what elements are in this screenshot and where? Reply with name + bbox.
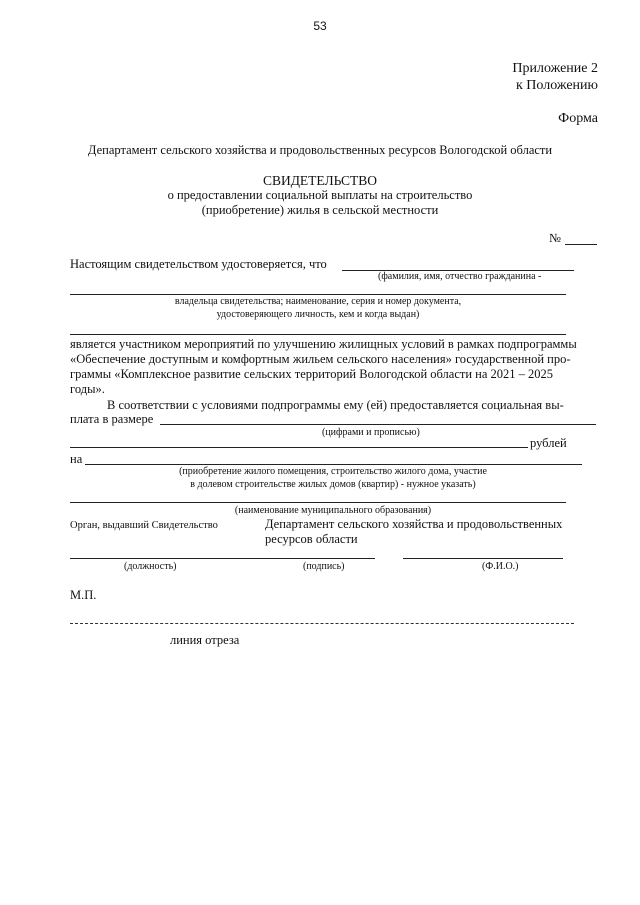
certificate-subtitle-2: (приобретение) жилья в сельской местности xyxy=(201,203,439,217)
page-number: 53 xyxy=(313,19,327,33)
participant-line-2: «Обеспечение доступным и комфортным жильем сельского населения» государственной про- xyxy=(70,352,571,366)
department-header: Департамент сельского хозяйства и продовольственных ресурсов Вологодской области xyxy=(87,143,553,157)
hint-purpose-2: в долевом строительстве жилых домов (квартир) - нужное указать) xyxy=(190,479,476,490)
hint-purpose-1: (приобретение жилого помещения, строительство жилого дома, участие xyxy=(179,466,487,477)
rubles-label: рублей xyxy=(530,436,567,450)
cut-line-label: линия отреза xyxy=(170,633,240,647)
number-field[interactable] xyxy=(565,244,597,245)
issuer-name-2: ресурсов области xyxy=(265,532,358,546)
form-label: Форма xyxy=(558,111,598,126)
owner-document-field[interactable] xyxy=(70,294,566,295)
hint-fio: (фамилия, имя, отчество гражданина - xyxy=(378,271,542,282)
accordance-line-2: плата в размере xyxy=(70,412,154,426)
accordance-line-1: В соответствии с условиями подпрограммы ему (ей) предоставляется социальная вы- xyxy=(107,398,564,412)
participant-line-1: является участником мероприятий по улучшению жилищных условий в рамках подпрограммы xyxy=(70,337,577,351)
cut-line xyxy=(70,623,574,624)
hint-position: (должность) xyxy=(124,561,177,572)
hint-fio-short: (Ф.И.О.) xyxy=(482,561,519,572)
hint-amount: (цифрами и прописью) xyxy=(322,427,420,438)
stamp-label: М.П. xyxy=(70,588,97,602)
on-label: на xyxy=(70,452,83,466)
municipality-field[interactable] xyxy=(70,502,566,503)
appendix-line-1: Приложение 2 xyxy=(512,61,598,76)
participant-line-3: граммы «Комплексное развитие сельских территорий Вологодской области на 2021 – 2025 xyxy=(70,367,554,381)
issuer-name-1: Департамент сельского хозяйства и продовольственных xyxy=(265,517,563,531)
purpose-field[interactable] xyxy=(85,464,582,465)
hint-signature: (подпись) xyxy=(303,561,345,572)
position-signature-line[interactable] xyxy=(70,558,375,559)
participant-line-4: годы». xyxy=(70,382,105,396)
certify-text: Настоящим свидетельством удостоверяется, что xyxy=(70,257,327,271)
certificate-subtitle-1: о предоставлении социальной выплаты на строительство xyxy=(167,188,473,202)
amount-field[interactable] xyxy=(160,424,596,425)
amount-words-field[interactable] xyxy=(70,447,528,448)
issuer-label: Орган, выдавший Свидетельство xyxy=(70,520,218,531)
hint-owner-1: владельца свидетельства; наименование, серия и номер документа, xyxy=(174,296,462,307)
certificate-title: СВИДЕТЕЛЬСТВО xyxy=(262,173,378,188)
appendix-line-2: к Положению xyxy=(515,78,598,93)
hint-municipality: (наименование муниципального образования) xyxy=(234,505,432,516)
fio-line[interactable] xyxy=(403,558,563,559)
owner-document-field-2[interactable] xyxy=(70,334,566,335)
number-label: № xyxy=(549,231,561,245)
hint-owner-2: удостоверяющего личность, кем и когда выдан) xyxy=(216,309,420,320)
